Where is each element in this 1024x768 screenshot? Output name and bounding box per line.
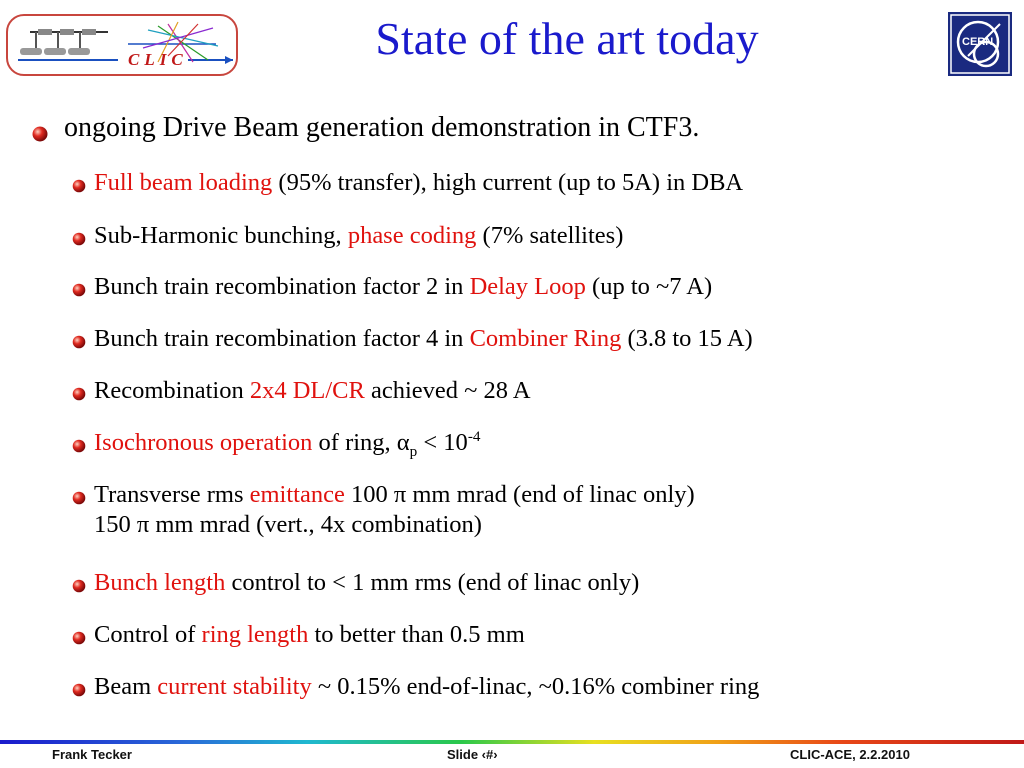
sub-bullet-text	[94, 168, 743, 198]
clic-logo-text: CLIC	[128, 50, 188, 69]
text-run: of ring,	[312, 429, 397, 456]
text-run-line2: 150 π mm mrad (vert., 4x combination)	[94, 511, 482, 538]
bullet-icon	[70, 385, 88, 403]
text-run: to better than 0.5 mm	[308, 621, 525, 648]
sub-bullet-text	[94, 568, 639, 598]
text-run: achieved ~ 28 A	[364, 377, 531, 404]
footer-author: Frank Tecker	[52, 747, 132, 762]
highlight-text: phase coding	[347, 222, 477, 249]
highlight-text: Isochronous operation	[94, 429, 313, 456]
highlight-text: emittance	[249, 481, 345, 508]
bullet-icon	[70, 230, 88, 248]
text-run: Bunch train recombination factor 4 in	[94, 325, 470, 352]
text-run: control to < 1 mm rms (end of linac only)	[225, 569, 640, 596]
text-run: Sub-Harmonic bunching,	[94, 222, 348, 249]
bullet-icon	[30, 124, 50, 144]
highlight-text: Full beam loading	[94, 169, 273, 196]
highlight-text: Delay Loop	[469, 273, 586, 300]
text-run: (up to ~7 A)	[585, 273, 713, 300]
text-run: Transverse rms	[94, 481, 250, 508]
footer-divider	[0, 740, 1024, 744]
text-run: 100 π mm mrad (end of linac only)	[344, 481, 695, 508]
highlight-text: 2x4 DL/CR	[249, 377, 365, 404]
text-run: (7% satellites)	[476, 222, 624, 249]
sub-bullet-text	[94, 480, 695, 540]
text-run: (95% transfer), high current (up to 5A) in DBA	[272, 169, 744, 196]
text-run: (3.8 to 15 A)	[621, 325, 753, 352]
footer-slide-number: Slide ‹#›	[447, 747, 498, 762]
text-run: Control of	[94, 621, 202, 648]
sub-bullet-text	[94, 428, 480, 458]
text-run: Beam	[94, 673, 158, 700]
alpha-symbol: α	[396, 429, 410, 456]
highlight-text: Bunch length	[94, 569, 226, 596]
sub-bullet-text	[94, 272, 712, 302]
sub-bullet-text	[94, 672, 759, 702]
text-run: Bunch train recombination factor 2 in	[94, 273, 470, 300]
text-run: Recombination	[94, 377, 250, 404]
subscript: p	[409, 442, 418, 460]
highlight-text: ring length	[201, 621, 309, 648]
bullet-icon	[70, 333, 88, 351]
bullet-icon	[70, 489, 88, 507]
bullet-icon	[70, 577, 88, 595]
sub-bullet-text	[94, 620, 525, 650]
highlight-text: current stability	[157, 673, 312, 700]
sub-bullet-text	[94, 324, 753, 354]
slide-title: State of the art today	[375, 13, 759, 64]
sub-bullet-text	[94, 221, 623, 251]
bullet-icon	[70, 629, 88, 647]
bullet-icon	[70, 681, 88, 699]
footer-event: CLIC-ACE, 2.2.2010	[790, 747, 910, 762]
text-run: ~ 0.15% end-of-linac, ~0.16% combiner ring	[311, 673, 760, 700]
highlight-text: Combiner Ring	[469, 325, 622, 352]
text-run: < 10	[417, 429, 468, 456]
bullet-icon	[70, 281, 88, 299]
bullet-icon	[70, 177, 88, 195]
sub-bullet-text	[94, 376, 531, 406]
superscript: -4	[467, 427, 481, 445]
main-bullet-text: ongoing Drive Beam generation demonstration in CTF3.	[64, 112, 700, 143]
bullet-icon	[70, 437, 88, 455]
cern-logo-text: CERN	[962, 36, 994, 48]
